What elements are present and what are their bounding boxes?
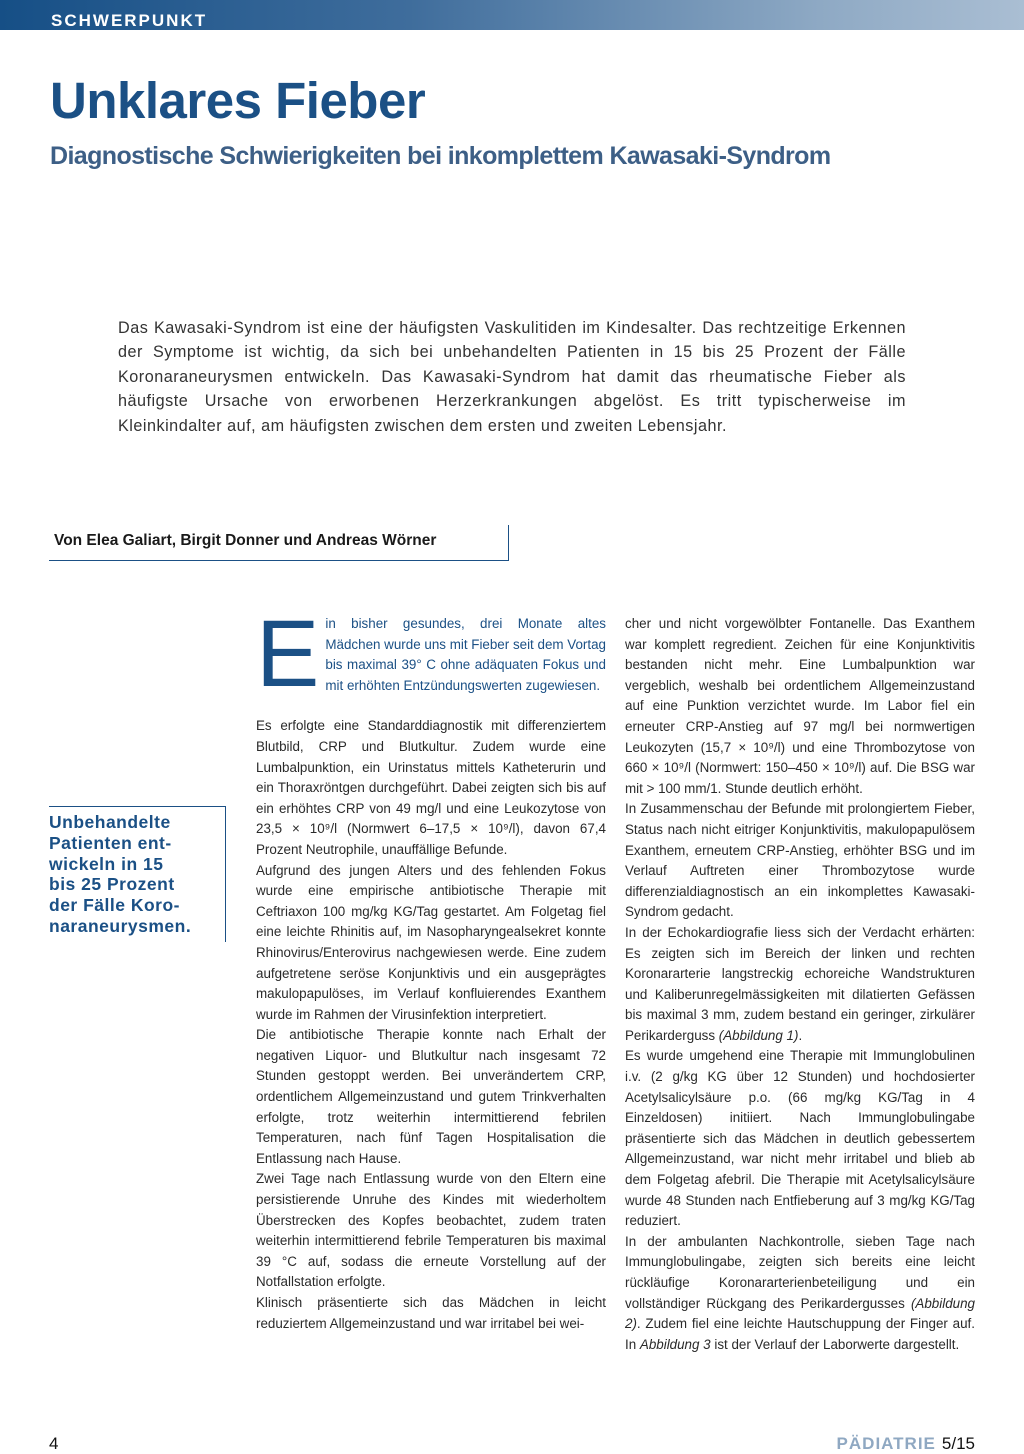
author-box — [49, 525, 509, 561]
body-paragraph — [625, 923, 975, 1047]
figure-reference: Abbildung 3 — [639, 1336, 711, 1352]
page-number: 4 — [49, 1434, 59, 1453]
pull-quote-text: Unbehandelte Patienten ent- wickeln in 15 bis 25 Prozent der Fälle Koro- naraneurysmen. — [49, 812, 192, 936]
intro-text: in bisher gesundes, drei Monate altes Mädchen wurde uns mit Fieber seit dem Vortag bis maximal 39° C ohne adäquaten Fokus und mit erhöhten Entzündungswerten zugewiesen. — [325, 616, 606, 693]
pull-quote — [49, 806, 226, 942]
journal-footer — [837, 1434, 975, 1454]
body-paragraph: In Zusammenschau der Befunde mit prolongiertem Fieber, Status nach nicht eitriger Konjunktivitis, makulopapulösem Exanthem, erneutem CRP-Anstieg, erhöhter BSG und im Verlauf Auftreten einer Thrombozytose wurde differenzialdiagnostisch an ein inkomplettes Kawasaki-Syndrom gedacht. — [625, 801, 975, 920]
body-paragraph: Aufgrund des jungen Alters und des fehlenden Fokus wurde eine empirische antibiotische Therapie mit Ceftriaxon 100 mg/kg KG/Tag gestartet. Am Folgetag fiel eine leichte Rhinitis auf, im Nasopharyngealsekret konnte Rhinovirus/Enterovirus nachgewiesen werde. Eine zudem aufgetretene seröse Konjunktivis und ein ausgeprägtes makulopapulöses, im Verlauf konfluierendes Exanthem wurde im Rahmen der Virusinfektion interpretiert. — [256, 862, 606, 1022]
lead-paragraph: Das Kawasaki-Syndrom ist eine der häufigsten Vaskulitiden im Kindesalter. Das rechtzeitige Erkennen der Symptome ist wichtig, da sich bei unbehandelten Patienten in 15 bis 25 Prozent der Fälle Koronaraneurysmen entwickeln. Das Kawasaki-Syndrom hat damit das rheumatische Fieber als häufigste Ursache von erworbenen Herzerkrankungen abgelöst. Es tritt typischerweise im Kleinkindalter auf, am häufigsten zwischen dem ersten und zweiten Lebensjahr. — [118, 319, 906, 435]
issue-number: 5/15 — [941, 1434, 975, 1453]
journal-name: PÄDIATRIE — [836, 1434, 936, 1453]
body-paragraph: Klinisch präsentierte sich das Mädchen in leicht reduziertem Allgemeinzustand und war irritabel bei wei- — [256, 1295, 606, 1331]
body-column-1 — [256, 601, 606, 1334]
paragraph-text: In der Echokardiografie liess sich der Verdacht erhärten: Es zeigten sich im Bereich der linken und rechten Koronararterie langstreckig echoreiche Wandstrukturen und Kaliberunregelmässigkeiten mit dilatierten Gefässen bis maximal 3 mm, zudem bestand ein geringer, zirkulärer Perikarderguss — [625, 924, 975, 1043]
article-title: Unklares Fieber — [50, 72, 426, 129]
section-label: SCHWERPUNKT — [51, 11, 208, 30]
body-column-2 — [625, 614, 975, 1355]
article-subtitle: Diagnostische Schwierigkeiten bei inkomplettem Kawasaki-Syndrom — [50, 142, 831, 170]
body-paragraph — [625, 1232, 975, 1356]
drop-cap: E — [256, 601, 320, 707]
paragraph-text: In der ambulanten Nachkontrolle, sieben Tage nach Immunglobulingabe, zeigten sich bereits eine leicht rückläufige Koronararterienbeteiligung und ein vollständiger Rückgang des Perikardergusses — [625, 1233, 975, 1311]
body-paragraph: Es erfolgte eine Standarddiagnostik mit differenziertem Blutbild, CRP und Blutkultur. Zudem wurde eine Lumbalpunktion, ein Urinstatus mittels Katheterurin und ein Thoraxröntgen durchgeführt. Dabei zeigten sich bis auf ein erhöhtes CRP von 49 mg/l und eine Leukozytose von 23,5 × 10⁹/l (Normwert 6–17,5 × 10⁹/l), davon 67,4 Prozent Neutrophile, unauffällige Befunde. — [256, 718, 606, 857]
paragraph-text: ist der Verlauf der Laborwerte dargestellt. — [710, 1336, 960, 1352]
author-line: Von Elea Galiart, Birgit Donner und Andreas Wörner — [54, 532, 437, 549]
figure-reference: (Abbildung 2) — [625, 1295, 975, 1332]
body-paragraph: Es wurde umgehend eine Therapie mit Immunglobulinen i.v. (2 g/kg KG über 12 Stunden) und hochdosierter Acetylsalicylsäure p.o. (66 mg/kg KG/Tag in 4 Einzeldosen) initiiert. Nach Immunglobulingabe präsentierte sich das Mädchen in deutlich gebessertem Allgemeinzustand, war nicht mehr irritabel und blieb ab dem Folgetag afebril. Die Therapie mit Acetylsalicylsäure wurde 48 Stunden nach Entfieberung auf 3 mg/kg KG/Tag reduziert. — [625, 1048, 975, 1229]
figure-reference: (Abbildung 1) — [718, 1027, 799, 1043]
body-paragraph: cher und nicht vorgewölbter Fontanelle. Das Exanthem war komplett regredient. Zeichen für eine Konjunktivitis bestanden nicht mehr. Eine Lumbalpunktion war vergeblich, weshalb bei ordentlichem Allgemeinzustand auf eine Punktion verzichtet wurde. Im Labor fiel ein erneuter CRP-Anstieg auf 97 mg/l bei normwertigen Leukozyten (15,7 × 10⁹/l) und eine Thrombozytose von 660 × 10⁹/l (Normwert: 150–450 × 10⁹/l) auf. Die BSG war mit > 100 mm/1. Stunde deutlich erhöht. — [625, 616, 975, 796]
paragraph-text: . Zudem fiel eine leichte Hautschuppung der Finger auf. In — [625, 1316, 975, 1352]
body-paragraph: Zwei Tage nach Entlassung wurde von den Eltern eine persistierende Unruhe des Kindes mit wiederholtem Überstrecken des Kopfes beobachtet, zudem traten weiterhin intermittierend febrile Temperaturen bis maximal 39 °C auf, sodass die erneute Vorstellung auf der Notfallstation erfolgte. — [256, 1171, 606, 1290]
intro-paragraph — [256, 601, 606, 707]
section-header-bar — [0, 0, 1024, 30]
body-paragraph: Die antibiotische Therapie konnte nach Erhalt der negativen Liquor- und Blutkultur nach insgesamt 72 Stunden gestoppt werden. Bei unverändertem CRP, ordentlichem Allgemeinzustand und gutem Trinkverhalten erfolgte, trotz weiterhin intermittierend febrilen Temperaturen, nach fünf Tagen Hospitalisation die Entlassung nach Hause. — [256, 1027, 606, 1166]
paragraph-text: . — [798, 1027, 803, 1043]
